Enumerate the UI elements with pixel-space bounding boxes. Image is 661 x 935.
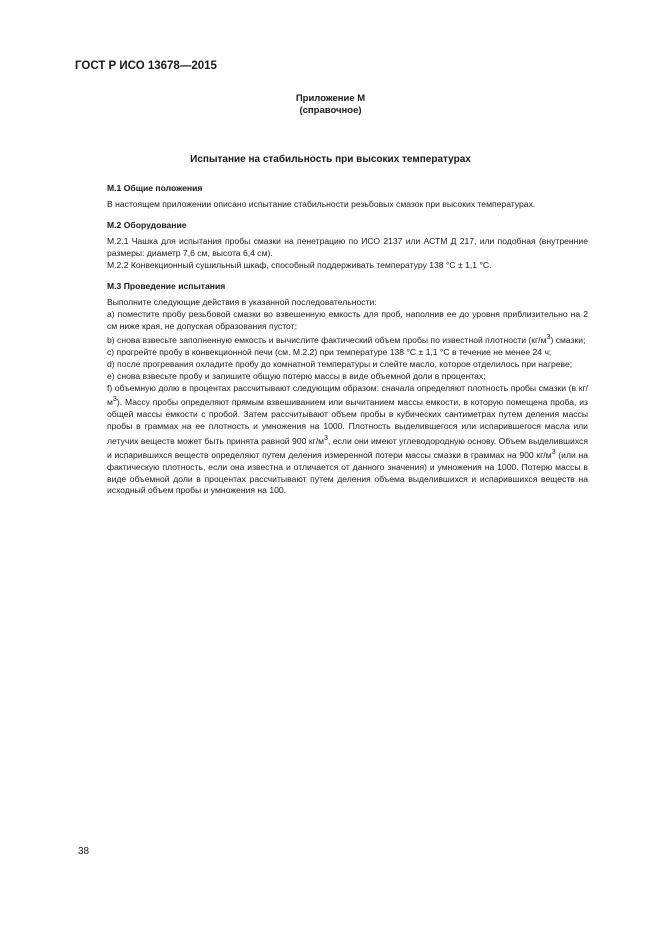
annex-title: Приложение М — [295, 93, 366, 104]
step-d: d) после прогревания охладите пробу до комнатной температуры и слейте масло, которое отделилось при нагреве; — [107, 358, 573, 369]
step-b-superscript: 3 — [546, 333, 551, 342]
step-b-text-1: b) снова взвесьте заполненную емкость и вычислите фактический объем пробы по известной плотности (кг/м — [107, 335, 547, 346]
section-m3-intro: Выполните следующие действия в указанной последовательности: — [107, 297, 377, 308]
document-body — [107, 183, 588, 497]
step-f-superscript-1: 3 — [112, 395, 117, 404]
step-f-text-1: f) объемную долю в процентах рассчитывают следующим образом: сначала определяют плотность пробы смазки (в кг/м — [107, 382, 588, 408]
main-title: Испытание на стабильность при высоких температурах — [190, 154, 471, 165]
step-f-text-3: , если они имеют углеводородную основу. Объем выделившихся и испарившихся веществ определяют путем деления измеренной потери массы смазки в граммах на 900 кг/м — [107, 435, 588, 461]
section-m3-heading: М.3 Проведение испытания — [107, 280, 226, 291]
document-header: ГОСТ Р ИСО 13678—2015 — [75, 60, 217, 72]
step-c: c) прогрейте пробу в конвекционной печи (см. М.2.2) при температуре 138 °C ± 1,1 °C в течение не менее 24 ч; — [107, 347, 552, 358]
section-m2-heading: М.2 Оборудование — [107, 220, 187, 231]
page-number: 38 — [78, 846, 90, 857]
step-a: a) поместите пробу резьбовой смазки во взвешенную емкость для проб, наполнив ее до уровня приблизительно на 2 см ниже края, не допуская образования пустот; — [107, 308, 588, 331]
step-f — [107, 383, 588, 498]
step-f-superscript-2: 3 — [324, 433, 328, 442]
section-m2-paragraph-2: М.2.2 Конвекционный сушильный шкаф, способный поддерживать температуру 138 °C ± 1,1 °C. — [107, 259, 492, 270]
section-m2-paragraph-1: М.2.1 Чашка для испытания пробы смазки на пенетрацию по ИСО 2137 или АСТМ Д 217, или подобная (внутренние размеры: диаметр 7,6 см, высота 6,4 см). — [107, 236, 588, 259]
annex-note: (справочное) — [299, 105, 362, 116]
step-f-superscript-3: 3 — [551, 448, 556, 457]
section-m1-heading: М.1 Общие положения — [107, 183, 203, 193]
step-b — [107, 332, 588, 347]
section-m1-text: В настоящем приложении описано испытание стабильности резьбовых смазок при высоких температурах. — [107, 199, 536, 210]
step-e: e) снова взвесьте пробу и запишите общую потерю массы в виде объемной доли в процентах; — [107, 370, 486, 381]
step-f-text-4: (или на фактическую плотность, если она известна и отличается от данного значения) и умножения на 1000. Потерю массы в виде объемной доли в процентах рассчитывают путем деления объема выделившихся и испарившихся веществ на исходный объем пробы и умножения на 100. — [107, 450, 588, 496]
step-b-text-2: ) смазки; — [550, 335, 586, 346]
step-f-text-2: ). Массу пробы определяют прямым взвешиванием или вычитанием массы емкости, в которую помещена проба, из общей массы емкости с пробой. Затем рассчитывают объем пробы в кубических сантиметрах путем деления массы пробы в граммах на ее плотность и умножения на 1000. Плотность выделившегося или испарившегося масла или летучих веществ может быть принята равной 900 кг/м — [107, 397, 588, 446]
